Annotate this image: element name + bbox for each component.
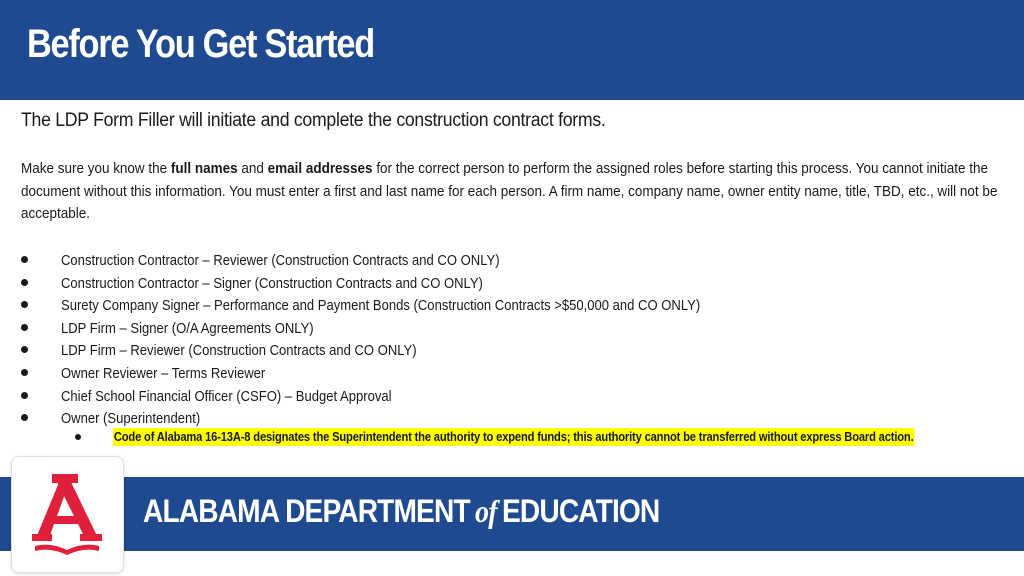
para-text-1: Make sure you know the — [21, 161, 171, 177]
bullet-icon — [21, 256, 28, 263]
department-logo — [11, 456, 124, 573]
department-name-part1: ALABAMA DEPARTMENT — [143, 493, 470, 529]
list-item-text: Construction Contractor – Signer (Construction Contracts and CO ONLY) — [61, 275, 483, 292]
list-item-text: Owner Reviewer – Terms Reviewer — [61, 365, 266, 382]
para-text-3: for the correct person to perform the assigned roles before starting this process. You cannot initiate the document without this information. You must enter a first and last name for each person. A firm name, company name, owner entity name, title, TBD, etc., will not be acceptable. — [21, 161, 998, 222]
list-item-text: Chief School Financial Officer (CSFO) – Budget Approval — [61, 388, 392, 405]
bullet-icon — [21, 392, 28, 399]
instructions-paragraph — [21, 158, 1016, 226]
bullet-icon — [21, 369, 28, 376]
highlighted-legal-note: Code of Alabama 16-13A-8 designates the Superintendent the authority to expend funds; this authority cannot be transferred without express Board action. — [113, 429, 914, 444]
bullet-icon — [21, 346, 28, 353]
department-name-part2: EDUCATION — [501, 493, 660, 529]
department-name — [143, 493, 659, 530]
lead-sentence: The LDP Form Filler will initiate and complete the construction contract forms. — [21, 110, 606, 131]
para-bold-email-addresses: email addresses — [267, 161, 373, 177]
bullet-icon — [21, 301, 28, 308]
bullet-icon — [21, 324, 28, 331]
sub-bullet-icon — [75, 434, 81, 440]
alabama-a-book-icon — [32, 472, 102, 558]
bullet-icon — [21, 414, 28, 421]
para-text-2: and — [237, 161, 268, 177]
department-name-of: of — [475, 493, 497, 529]
header-band — [0, 0, 1024, 100]
list-item-text: Owner (Superintendent) — [61, 411, 201, 428]
list-item-text: Construction Contractor – Reviewer (Construction Contracts and CO ONLY) — [61, 253, 500, 269]
page-title: Before You Get Started — [27, 22, 374, 66]
list-item-text: LDP Firm – Signer (O/A Agreements ONLY) — [61, 320, 314, 337]
list-item-text: LDP Firm – Reviewer (Construction Contracts and CO ONLY) — [61, 343, 417, 360]
list-item-text: Surety Company Signer – Performance and Payment Bonds (Construction Contracts >$50,000 and CO ONLY) — [61, 298, 701, 315]
footer-band — [0, 477, 1024, 551]
bullet-icon — [21, 279, 28, 286]
para-bold-full-names: full names — [170, 161, 238, 177]
